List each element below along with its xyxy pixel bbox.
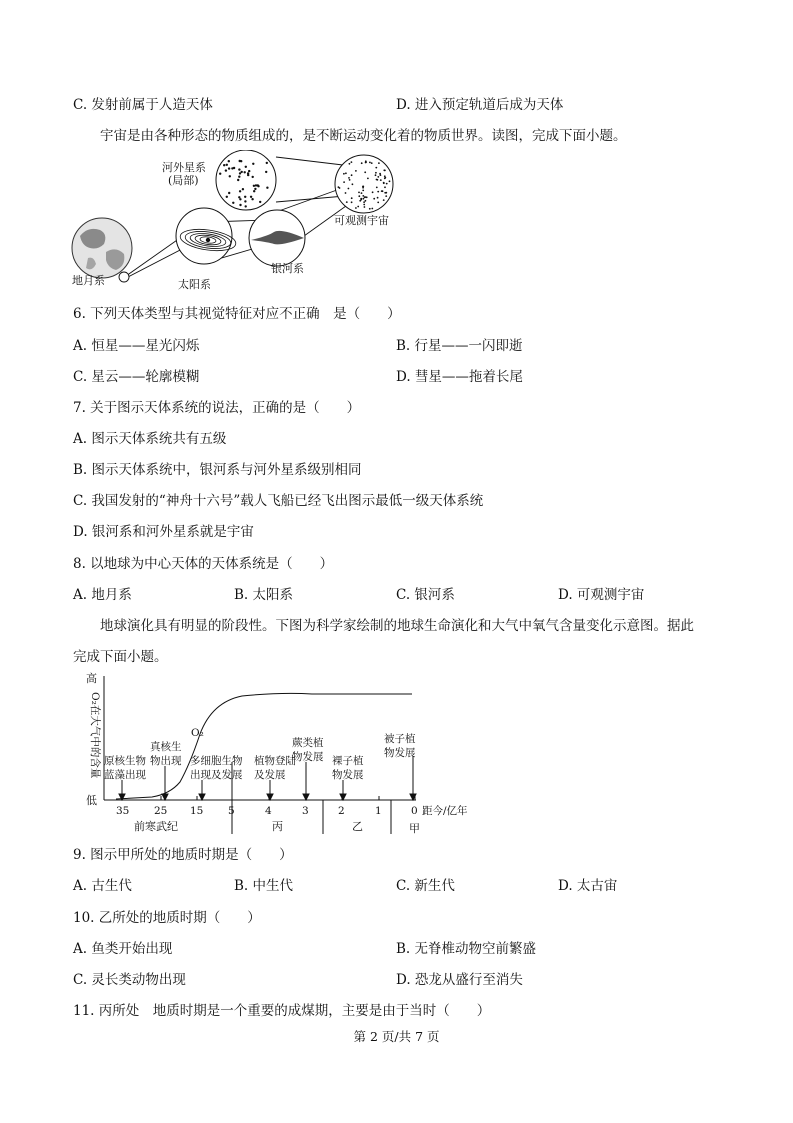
q9-option-c: C. 新生代 xyxy=(396,878,455,894)
label-observable-universe: 可观测宇宙 xyxy=(334,214,389,227)
star-dot xyxy=(345,172,347,174)
star-dot xyxy=(244,196,246,198)
figure-celestial-systems xyxy=(68,150,413,296)
star-dot xyxy=(377,176,379,178)
star-dot xyxy=(245,205,247,207)
star-dot xyxy=(228,192,230,194)
q8-option-a: A. 地月系 xyxy=(73,587,132,603)
era-bing: 丙 xyxy=(272,820,283,833)
event-plants-land-1: 植物登陆 xyxy=(254,755,296,767)
star-dot xyxy=(244,171,246,173)
star-dot xyxy=(351,174,353,176)
star-dot xyxy=(244,200,246,202)
tick-4: 4 xyxy=(265,805,272,817)
tick-0: 0 xyxy=(411,805,418,817)
star-dot xyxy=(383,182,385,184)
tick-1: 1 xyxy=(375,805,382,817)
star-dot xyxy=(228,167,230,169)
q6-option-c: C. 星云——轮廓模糊 xyxy=(73,369,200,385)
tick-2: 2 xyxy=(338,805,345,817)
star-dot xyxy=(349,179,351,181)
q7-option-b: B. 图示天体系统中，银河系与河外星系级别相同 xyxy=(73,462,362,478)
q7-stem: 7. 关于图示天体系统的说法，正确的是（ ） xyxy=(73,400,361,416)
star-dot xyxy=(384,186,386,188)
label-solar-system: 太阳系 xyxy=(178,278,211,291)
star-dot xyxy=(345,192,347,194)
q6-option-b: B. 行星——一闪即逝 xyxy=(396,338,523,354)
tick-25: 25 xyxy=(154,805,168,817)
star-dot xyxy=(357,206,359,208)
star-dot xyxy=(355,170,357,172)
star-dot xyxy=(361,192,363,194)
star-dot xyxy=(365,160,367,162)
star-dot xyxy=(383,199,385,201)
star-dot xyxy=(247,174,249,176)
star-dot xyxy=(363,204,365,206)
moon-circle xyxy=(119,272,129,282)
q8-option-d: D. 可观测宇宙 xyxy=(558,587,645,603)
star-dot xyxy=(241,171,243,173)
star-dot xyxy=(362,190,364,192)
star-dot xyxy=(364,196,366,198)
star-dot xyxy=(378,162,380,164)
star-dot xyxy=(229,175,231,177)
star-dot xyxy=(377,197,379,199)
star-dot xyxy=(351,197,353,199)
star-dot xyxy=(239,190,241,192)
event-angio-1: 被子植 xyxy=(384,733,416,745)
q6-option-d: D. 彗星——拖着长尾 xyxy=(396,369,523,385)
star-dot xyxy=(384,192,386,194)
era-jia: 甲 xyxy=(409,822,420,835)
star-dot xyxy=(371,208,373,210)
star-dot xyxy=(375,172,377,174)
star-dot xyxy=(239,198,241,200)
q7-option-c: C. 我国发射的“神舟十六号”载人飞船已经飞出图示最低一级天体系统 xyxy=(73,493,484,509)
event-prokaryote-2: 蓝藻出现 xyxy=(104,769,146,781)
star-dot xyxy=(369,162,371,164)
era-precambrian: 前寒武纪 xyxy=(134,820,178,833)
star-dot xyxy=(266,162,268,164)
label-earth-moon: 地月系 xyxy=(72,274,105,287)
event-fern-2: 物发展 xyxy=(292,751,324,763)
q5-option-d: D. 进入预定轨道后成为天体 xyxy=(396,97,564,113)
star-dot xyxy=(240,160,242,162)
q6-option-a: A. 恒星——星光闪烁 xyxy=(73,338,200,354)
star-dot xyxy=(346,201,348,203)
passage-earth-evolution-line2: 完成下面小题。 xyxy=(73,649,168,665)
star-dot xyxy=(382,190,384,192)
star-dot xyxy=(254,188,256,190)
star-dot xyxy=(219,173,221,175)
star-dot xyxy=(376,187,378,189)
star-dot xyxy=(251,198,253,200)
star-dot xyxy=(362,195,364,197)
star-dot xyxy=(352,183,354,185)
tick-35: 35 xyxy=(116,805,130,817)
q10-stem: 10. 乙所处的地质时期（ ） xyxy=(73,910,261,926)
star-dot xyxy=(365,200,367,202)
q9-option-a: A. 古生代 xyxy=(73,878,132,894)
q9-option-d: D. 太古宙 xyxy=(558,878,618,894)
earth-globe xyxy=(72,218,132,278)
star-dot xyxy=(259,201,261,203)
event-multicell-2: 出现及发展 xyxy=(190,769,243,781)
q8-option-b: B. 太阳系 xyxy=(234,587,294,603)
star-dot xyxy=(362,186,364,188)
star-dot xyxy=(364,206,366,208)
q9-option-b: B. 中生代 xyxy=(234,878,294,894)
star-dot xyxy=(223,164,225,166)
star-dot xyxy=(250,196,252,198)
x-axis-unit: 距今/亿年 xyxy=(422,805,468,817)
star-dot xyxy=(363,201,365,203)
star-dot xyxy=(242,188,244,190)
q9-stem: 9. 图示甲所处的地质时期是（ ） xyxy=(73,847,293,863)
star-dot xyxy=(377,179,379,181)
star-dot xyxy=(364,171,366,173)
star-dot xyxy=(373,198,375,200)
star-dot xyxy=(358,195,360,197)
star-dot xyxy=(245,166,247,168)
era-yi: 乙 xyxy=(352,820,363,833)
event-true-nucleus-1: 真核生 xyxy=(150,741,182,753)
star-dot xyxy=(225,169,227,171)
star-dot xyxy=(339,187,341,189)
y-axis-label: O₂在大气中的含量 xyxy=(89,692,101,779)
star-dot xyxy=(377,202,379,204)
q7-option-d: D. 银河系和河外星系就是宇宙 xyxy=(73,524,254,540)
event-multicell-1: 多细胞生物 xyxy=(190,755,243,767)
star-dot xyxy=(349,163,351,165)
star-dot xyxy=(248,170,250,172)
star-dot xyxy=(358,192,360,194)
star-dot xyxy=(252,163,254,165)
q11-stem: 11. 丙所处 地质时期是一个重要的成煤期，主要是由于当时（ ） xyxy=(73,1003,491,1019)
q10-option-a: A. 鱼类开始出现 xyxy=(73,941,173,957)
star-dot xyxy=(389,180,391,182)
star-dot xyxy=(369,208,371,210)
star-dot xyxy=(348,177,350,179)
q8-stem: 8. 以地球为中心天体的天体系统是（ ） xyxy=(73,556,334,572)
star-dot xyxy=(239,204,241,206)
y-axis-high: 高 xyxy=(86,672,97,685)
star-dot xyxy=(380,179,382,181)
star-dot xyxy=(375,174,377,176)
star-dot xyxy=(343,181,345,183)
figure-oxygen-evolution xyxy=(82,672,482,838)
star-dot xyxy=(228,160,230,162)
q10-option-c: C. 灵长类动物出现 xyxy=(73,972,186,988)
star-dot xyxy=(359,200,361,202)
event-gymno-2: 物发展 xyxy=(332,769,364,781)
star-dot xyxy=(252,176,254,178)
star-dot xyxy=(371,162,373,164)
event-fern-1: 蕨类植 xyxy=(292,737,324,749)
star-dot xyxy=(379,173,381,175)
star-dot xyxy=(231,167,233,169)
q7-option-a: A. 图示天体系统共有五级 xyxy=(73,431,227,447)
star-dot xyxy=(351,161,353,163)
star-dot xyxy=(226,164,228,166)
star-dot xyxy=(253,185,255,187)
star-dot xyxy=(384,178,386,180)
star-dot xyxy=(366,196,368,198)
star-dot xyxy=(237,179,239,181)
star-dot xyxy=(255,184,257,186)
event-angio-2: 物发展 xyxy=(384,747,416,759)
star-dot xyxy=(384,170,386,172)
tick-15: 15 xyxy=(190,805,204,817)
star-dot xyxy=(266,187,268,189)
star-dot xyxy=(375,167,377,169)
o2-label: O₂ xyxy=(191,727,204,739)
event-prokaryote-1: 原核生物 xyxy=(104,755,146,767)
star-dot xyxy=(348,188,350,190)
passage-universe: 宇宙是由各种形态的物质组成的，是不断运动变化着的物质世界。读图，完成下面小题。 xyxy=(100,128,627,144)
event-true-nucleus-2: 物出现 xyxy=(150,755,182,767)
label-milky-way: 银河系 xyxy=(271,262,304,275)
star-dot xyxy=(361,162,363,164)
q8-option-c: C. 银河系 xyxy=(396,587,455,603)
star-dot xyxy=(355,207,357,209)
passage-earth-evolution-line1: 地球演化具有明显的阶段性。下图为科学家绘制的地球生命演化和大气中氧气含量变化示意图。据此 xyxy=(100,618,694,634)
star-dot xyxy=(367,178,369,180)
star-dot xyxy=(363,198,365,200)
label-extragalactic: 河外星系 xyxy=(162,161,206,174)
star-dot xyxy=(265,171,267,173)
tick-5: 5 xyxy=(228,805,235,817)
star-dot xyxy=(372,191,374,193)
star-dot xyxy=(343,173,345,175)
star-dot xyxy=(385,195,387,197)
star-dot xyxy=(386,183,388,185)
star-dot xyxy=(238,176,240,178)
label-extragalactic-part: (局部) xyxy=(168,174,199,187)
star-dot xyxy=(238,168,240,170)
star-dot xyxy=(351,201,353,203)
star-dot xyxy=(377,191,379,193)
star-dot xyxy=(232,202,234,204)
y-axis-low: 低 xyxy=(86,794,97,807)
q10-option-b: B. 无脊椎动物空前繁盛 xyxy=(396,941,537,957)
star-dot xyxy=(253,190,255,192)
tick-3: 3 xyxy=(302,805,309,817)
event-plants-land-2: 及发展 xyxy=(254,769,286,781)
q10-option-d: D. 恐龙从盛行至消失 xyxy=(396,972,523,988)
star-dot xyxy=(360,198,362,200)
page-footer: 第 2 页/共 7 页 xyxy=(353,1029,440,1044)
star-dot xyxy=(226,196,228,198)
event-gymno-1: 裸子植 xyxy=(332,755,364,767)
q6-stem: 6. 下列天体类型与其视觉特征对应不正确 是（ ） xyxy=(73,306,401,322)
q5-option-c: C. 发射前属于人造天体 xyxy=(73,97,213,113)
